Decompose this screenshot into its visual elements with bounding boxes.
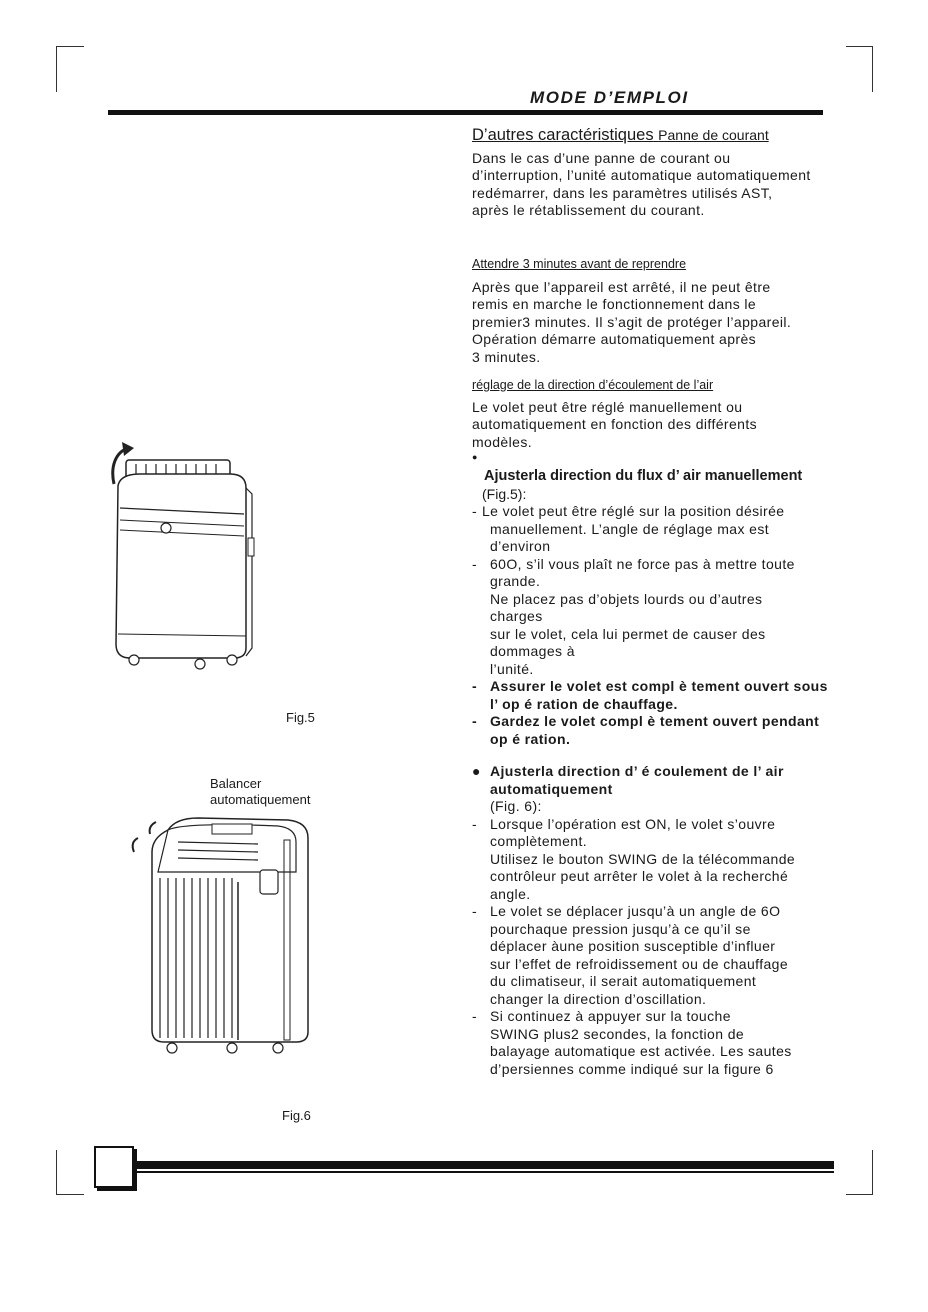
paragraph: Le volet peut être réglé manuellement ou automatiquement en fonction des différents modèles.: [472, 398, 758, 450]
section-manual-adjust: [472, 468, 852, 748]
paragraph: Dans le cas d’une panne de courant ou d’interruption, l’unité automatique automatiquement redémarrer, dans les paramètres utilisés AST, après le rétablissement du courant.: [472, 149, 811, 218]
crop-mark: [846, 46, 873, 47]
crop-mark: [846, 1194, 873, 1195]
list-item: - Gardez le volet compl è tement ouvert pendant op é ration.: [472, 713, 820, 747]
list-item: - Assurer le volet est compl è tement ouvert sous l’ op é ration de chauffage.: [472, 678, 828, 712]
section-heading: D’autres caractéristiques Panne de courant: [472, 126, 769, 144]
bullet-icon: ●: [472, 763, 481, 779]
fig6-air-conditioner-illustration: [128, 812, 320, 1058]
section-auto-adjust: [472, 763, 852, 1078]
section-airflow-direction: [472, 377, 852, 463]
crop-mark: [56, 1194, 84, 1195]
list-item: - Le volet peut être réglé sur la position désirée manuellement. L’angle de réglage max est d’environ: [472, 503, 785, 554]
crop-mark: [56, 46, 84, 47]
list-item: - Si continuez à appuyer sur la touche SWING plus2 secondes, la fonction de balayage automatique est activée. Les sautes d’persiennes comme indiqué sur la figure 6: [472, 1008, 792, 1077]
list-item: - Le volet se déplacer jusqu’à un angle de 6O pourchaque pression jusqu’à ce qu’il se déplacer àune position susceptible d’influer sur l’effet de refroidissement ou de chauffage du climatiseur, il serait automatiquement changer la direction d’oscillation.: [472, 903, 789, 1007]
section-heading: réglage de la direction d’écoulement de l’air: [472, 378, 714, 392]
footer-rule: [134, 1171, 834, 1173]
paragraph: Après que l’appareil est arrêté, il ne peut être remis en marche le fonctionnement dans le premier3 minutes. Il s’agit de protéger l’appareil. Opération démarre automatiquement après 3 minutes.: [472, 278, 792, 365]
list-item: - Lorsque l’opération est ON, le volet s’ouvre complètement. Utilisez le bouton SWING de la télécommande contrôleur peut arrêter le volet à la recherché angle.: [472, 815, 796, 902]
fig6-label: Balancer automatiquement: [210, 776, 311, 807]
manual-title: Ajusterla direction du flux d’ air manuellement: [484, 468, 803, 484]
fig5-air-conditioner-illustration: [100, 438, 260, 674]
section-power-failure: [472, 127, 852, 220]
list-item: - 60O, s’il vous plaît ne force pas à mettre toute grande. Ne placez pas d’objets lourds ou d’autres charges sur le volet, cela lui permet de causer des dommages à l’unité.: [472, 555, 795, 677]
header-rule: [108, 110, 823, 115]
crop-mark: [872, 1150, 873, 1194]
auto-title: ● Ajusterla direction d’ é coulement de l’ air automatiquement (Fig. 6):: [472, 763, 784, 814]
page-header-title: MODE D’EMPLOI: [530, 88, 689, 107]
footer-rule: [134, 1161, 834, 1169]
crop-mark: [872, 46, 873, 92]
section-heading: Attendre 3 minutes avant de reprendre: [472, 257, 687, 271]
crop-mark: [56, 1150, 57, 1194]
page-number-box: [94, 1146, 134, 1188]
manual-fig-ref: (Fig.5):: [482, 485, 527, 502]
fig6-caption: Fig.6: [282, 1108, 311, 1123]
crop-mark: [56, 46, 57, 92]
fig5-caption: Fig.5: [286, 710, 315, 725]
bullet-icon: ●: [472, 452, 478, 462]
section-wait-3-minutes: [472, 256, 852, 366]
